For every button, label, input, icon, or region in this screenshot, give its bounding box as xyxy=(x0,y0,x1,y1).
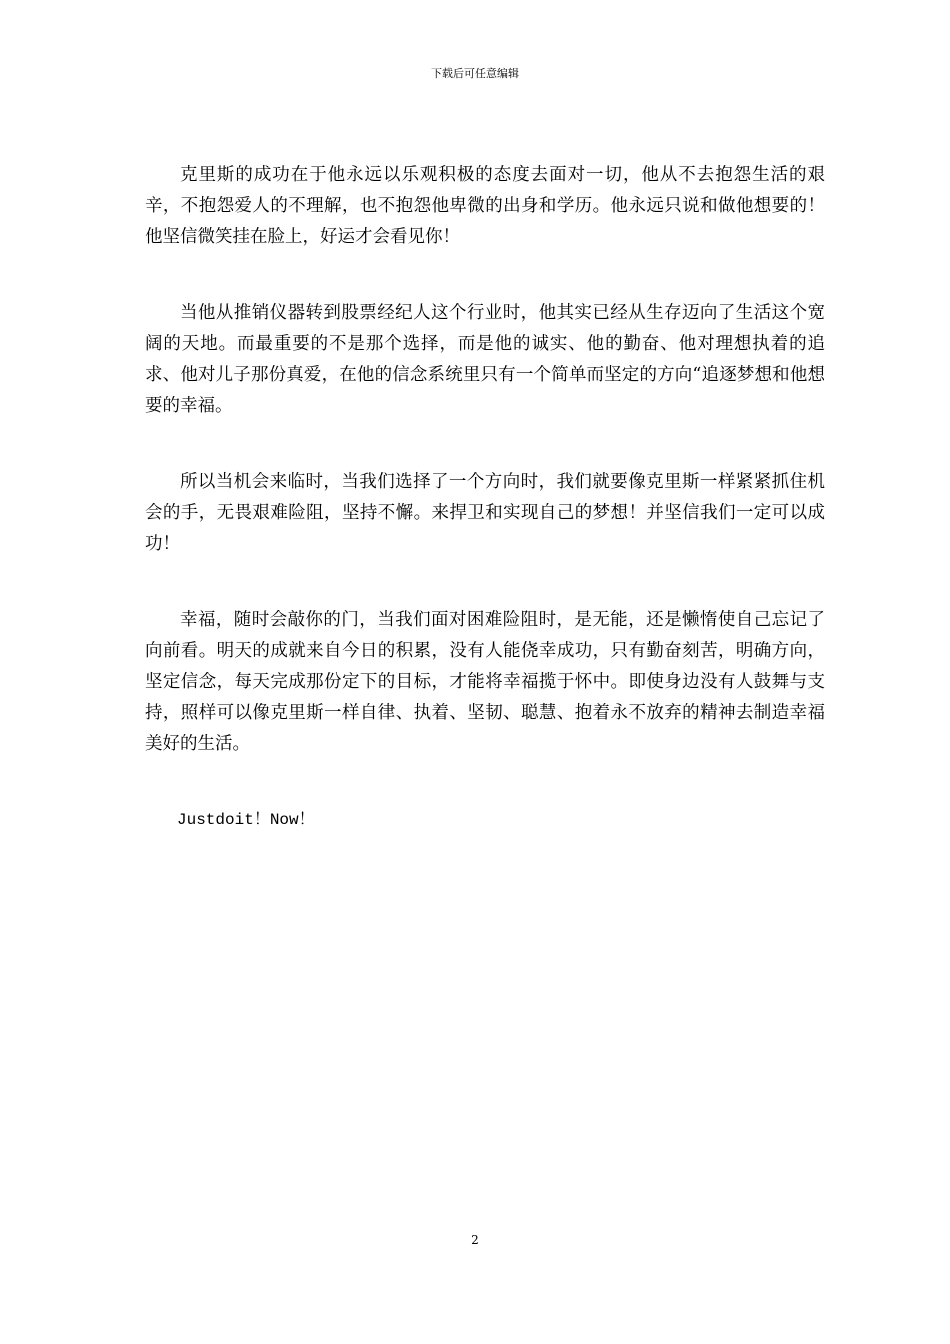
paragraph-3: 所以当机会来临时，当我们选择了一个方向时，我们就要像克里斯一样紧紧抓住机会的手，无畏艰难险阻，坚持不懈。来捍卫和实现自己的梦想！并坚信我们一定可以成功！ xyxy=(145,472,825,554)
paragraph-2: 当他从推销仪器转到股票经纪人这个行业时，他其实已经从生存迈向了生活这个宽阔的天地。而最重要的不是那个选择，而是他的诚实、他的勤奋、他对理想执着的追求、他对儿子那份真爱，在他的信念系统里只有一个简单而坚定的方向“追逐梦想和他想要的幸福。 xyxy=(145,303,825,416)
page-number: 2 xyxy=(471,1233,479,1247)
document-body xyxy=(145,160,825,881)
paragraph-4: 幸福，随时会敲你的门，当我们面对困难险阻时，是无能，还是懒惰使自己忘记了向前看。明天的成就来自今日的积累，没有人能侥幸成功，只有勤奋刻苦，明确方向，坚定信念，每天完成那份定下的目标，才能将幸福揽于怀中。即使身边没有人鼓舞与支持，照样可以像克里斯一样自律、执着、坚韧、聪慧、抱着永不放弃的精神去制造幸福美好的生活。 xyxy=(145,610,825,754)
paragraph-1: 克里斯的成功在于他永远以乐观积极的态度去面对一切，他从不去抱怨生活的艰辛，不抱怨爱人的不理解，也不抱怨他卑微的出身和学历。他永远只说和做他想要的！他坚信微笑挂在脸上，好运才会看见你！ xyxy=(145,165,825,247)
page-header: 下载后可任意编辑 xyxy=(431,67,519,80)
paragraph-5: Justdoit！Now！ xyxy=(177,811,315,829)
